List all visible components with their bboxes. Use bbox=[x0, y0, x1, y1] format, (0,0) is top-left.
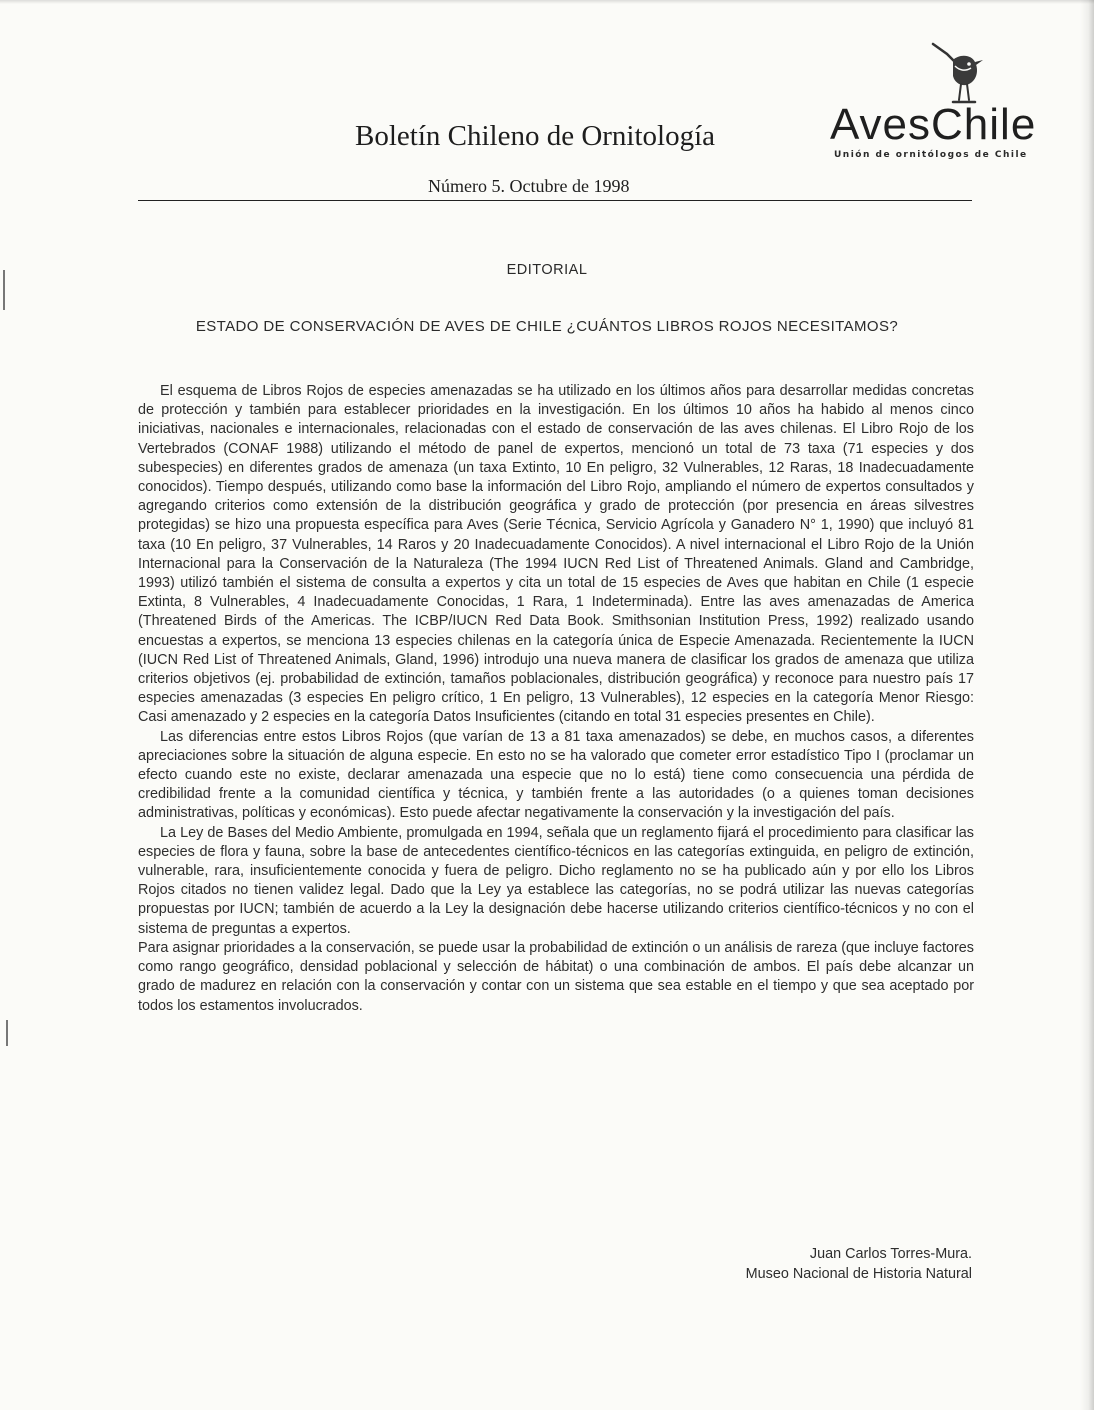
article-title: ESTADO DE CONSERVACIÓN DE AVES DE CHILE ¿CUÁNTOS LIBROS ROJOS NECESITAMOS? bbox=[195, 318, 899, 335]
author-name: Juan Carlos Torres-Mura. bbox=[809, 1246, 972, 1262]
scan-mark bbox=[6, 1020, 8, 1046]
journal-title: Boletín Chileno de Ornitología bbox=[355, 120, 716, 152]
paragraph: El esquema de Libros Rojos de especies amenazadas se ha utilizado en los últimos años para desarrollar medidas concretas de protección y también para establecer prioridades en la investigación. En los últimos 10 años ha habido al menos cinco iniciativas, nacionales e internacionales, relacionadas con el estado de conservación de las aves chilenas. El Libro Rojo de los Vertebrados (CONAF 1988) utilizando el método de panel de expertos, mencionó un total de 73 taxa (71 especies y dos subespecies) en diferentes grados de amenaza (un taxa Extinto, 10 En peligro, 32 Vulnerables, 12 Raras, 18 Inadecuadamente conocidos). Tiempo después, utilizando como base la información del Libro Rojo, ampliando el número de expertos consultados y agregando criterios como extensión de la distribución geográfica y grado de protección (por presencia en áreas silvestres protegidas) se hizo una propuesta específica para Aves (Serie Técnica, Servicio Agrícola y Ganadero N° 1, 1990) que incluyó 81 taxa (10 En peligro, 37 Vulnerables, 14 Raros y 20 Inadecuadamente Conocidos). A nivel internacional el Libro Rojo de la Unión Internacional para la Conservación de la Naturaleza (The 1994 IUCN Red List of Threatened Animals. Gland and Cambridge, 1993) utilizó también el sistema de consulta a expertos y cita un total de 15 especies de Aves que habitan en Chile (1 especie Extinta, 8 Vulnerables, 4 Inadecuadamente Conocidas, 1 Rara, 1 Indeterminada). Entre las aves amenazadas de America (Threatened Birds of the Americas. The ICBP/IUCN Red Data Book. Smithsonian Institution Press, 1992) realizado usando encuestas a expertos, se menciona 13 especies chilenas en la categoría única de Especie Amenazada. Recientemente la IUCN (IUCN Red List of Threatened Animals, Gland, 1996) introdujo una nueva manera de clasificar los grados de amenaza que utiliza criterios objetivos (ej. probabilidad de extinción, tamaños poblacionales, distribución geográfica) y reconoce para nuestro país 17 especies amenazadas (3 especies En peligro crítico, 1 En peligro, 13 Vulnerables), 12 especies en la categoría Menor Riesgo: Casi amenazado y 2 especies en la categoría Datos Insuficientes (citando en total 31 especies presentes en Chile). bbox=[138, 383, 974, 726]
issue-line: Número 5. Octubre de 1998 bbox=[428, 176, 630, 196]
logo-wordmark: AvesChile bbox=[830, 100, 1037, 149]
aveschile-logo bbox=[820, 40, 1070, 170]
paragraph: Para asignar prioridades a la conservación, se puede usar la probabilidad de extinción o un análisis de rareza (que incluye factores como rango geográfico, densidad poblacional y selección de hábitat) o una combinación de ambos. El país debe alcanzar un grado de madurez en relación con la conservación y contar con un sistema que sea estable en el tiempo y que sea aceptado por todos los estamentos involucrados. bbox=[138, 939, 974, 1014]
paragraph: Las diferencias entre estos Libros Rojos (que varían de 13 a 81 taxa amenazados) se debe, en muchos casos, a diferentes apreciaciones sobre la situación de alguna especie. En esto no se ha valorado que cometer error estadístico Tipo I (proclamar un efecto cuando este no existe, declarar amenazada una especie que no lo está) tiene como consecuencia una pérdida de credibilidad frente a la comunidad científica y técnica, y también frente a las autoridades (o a quienes toman decisiones administrativas, políticas y económicas). Esto puede afectar negativamente la conservación y la investigación del país. bbox=[138, 728, 974, 822]
scan-shadow-right bbox=[1080, 0, 1094, 1410]
scan-mark bbox=[3, 270, 5, 310]
author-affiliation: Museo Nacional de Historia Natural bbox=[745, 1266, 972, 1282]
signature-block bbox=[746, 1244, 972, 1284]
article-body bbox=[138, 382, 974, 1016]
paragraph: La Ley de Bases del Medio Ambiente, promulgada en 1994, señala que un reglamento fijará el procedimiento para clasificar las especies de flora y fauna, sobre la base de antecedentes científico-técnicos en las categorías extinguida, en peligro de extinción, vulnerable, rara, insuficientemente conocida y fuera de peligro. Dicho reglamento no se ha publicado aún y por ello los Libros Rojos citados no tienen validez legal. Dado que la Ley ya establece las categorías, no se podrá utilizar las nuevas categorías propuestas por IUCN; también de acuerdo a la Ley la designación debe hacerse utilizando criterios científico-técnicos y no con el sistema de preguntas a expertos. bbox=[138, 824, 974, 937]
section-label: EDITORIAL bbox=[506, 262, 588, 278]
header-rule bbox=[138, 200, 972, 201]
logo-tagline: Unión de ornitólogos de Chile bbox=[834, 150, 1028, 160]
scan-shadow-top bbox=[0, 0, 1094, 4]
